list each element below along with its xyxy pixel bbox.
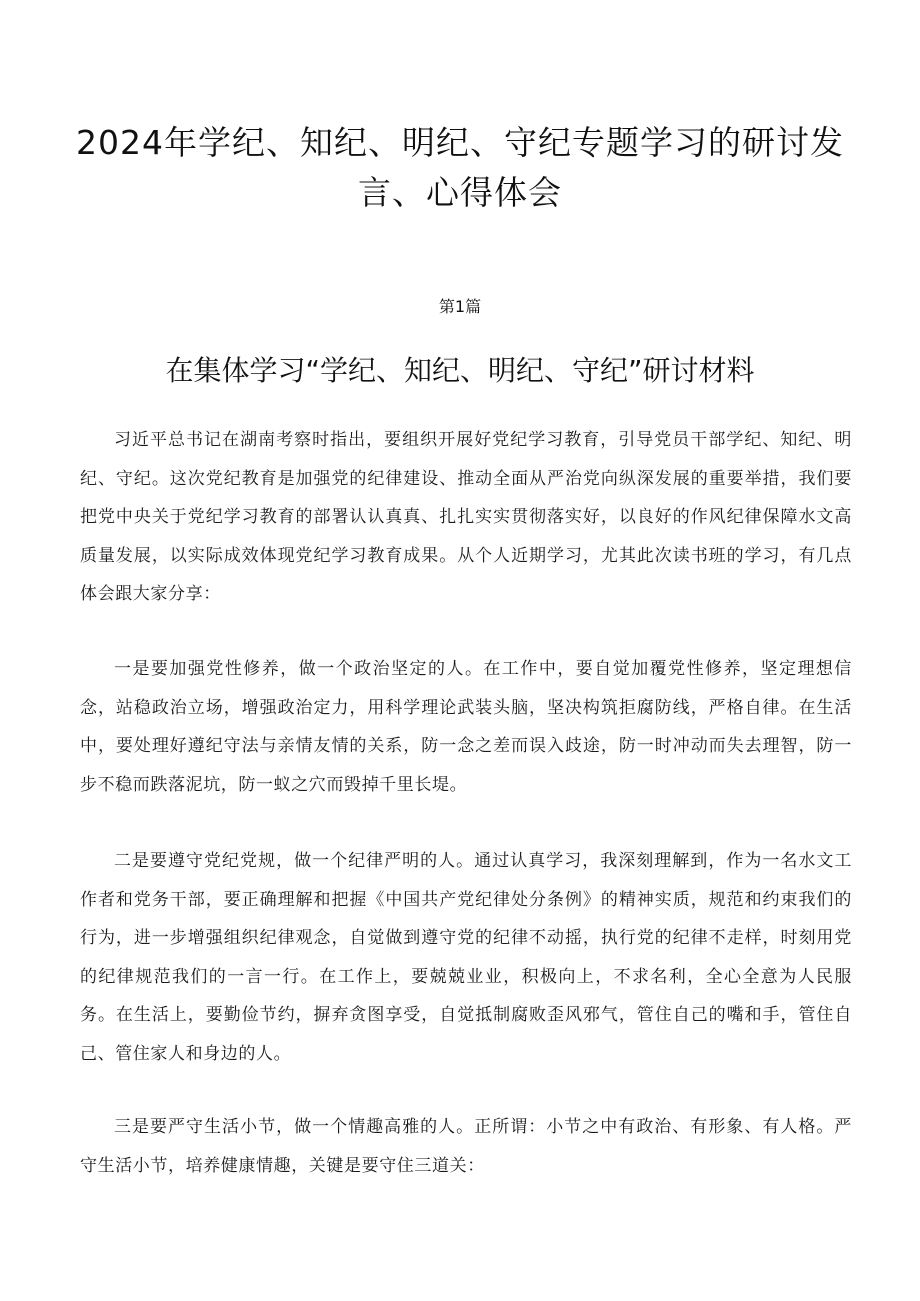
- section-title: 在集体学习“学纪、知纪、明纪、守纪”研讨材料: [165, 354, 755, 387]
- chapter-label: 第1篇: [438, 297, 482, 316]
- document-title: 2024年学纪、知纪、明纪、守纪专题学习的研讨发言、心得体会: [76, 123, 844, 212]
- body-paragraph: 习近平总书记在湖南考察时指出，要组织开展好党纪学习教育，引导党员干部学纪、知纪、明纪、守纪。这次党纪教育是加强党的纪律建设、推动全面从严治党向纵深发展的重要举措，我们要把党中央关于党纪学习教育的部署认认真真、扎扎实实贯彻落实好，以良好的作风纪律保障水文高质量发展，以实际成效体现党纪学习教育成果。从个人近期学习，尤其此次读书班的学习，有几点体会跟大家分享：: [80, 430, 852, 604]
- body-paragraph: 三是要严守生活小节，做一个情趣高雅的人。正所谓：小节之中有政治、有形象、有人格。严守生活小节，培养健康情趣，关键是要守住三道关：: [80, 1117, 852, 1176]
- body-paragraph: 二是要遵守党纪党规，做一个纪律严明的人。通过认真学习，我深刻理解到，作为一名水文工作者和党务干部，要正确理解和把握《中国共产党纪律处分条例》的精神实质，规范和约束我们的行为，进一步增强组织纪律观念，自觉做到遵守党的纪律不动摇，执行党的纪律不走样，时刻用党的纪律规范我们的一言一行。在工作上，要兢兢业业，积极向上，不求名利，全心全意为人民服务。在生活上，要勤俭节约，摒弃贪图享受，自觉抵制腐败歪风邪气，管住自己的嘴和手，管住自己、管住家人和身边的人。: [80, 851, 852, 1064]
- body-paragraph: 一是要加强党性修养，做一个政治坚定的人。在工作中，要自觉加覆党性修养，坚定理想信念，站稳政治立场，增强政治定力，用科学理论武装头脑，坚决构筑拒腐防线，严格自律。在生活中，要处理好遵纪守法与亲情友情的关系，防一念之差而误入歧途，防一时冲动而失去理智，防一步不稳而跌落泥坑，防一蚁之穴而毁掉千里长堤。: [80, 659, 852, 795]
